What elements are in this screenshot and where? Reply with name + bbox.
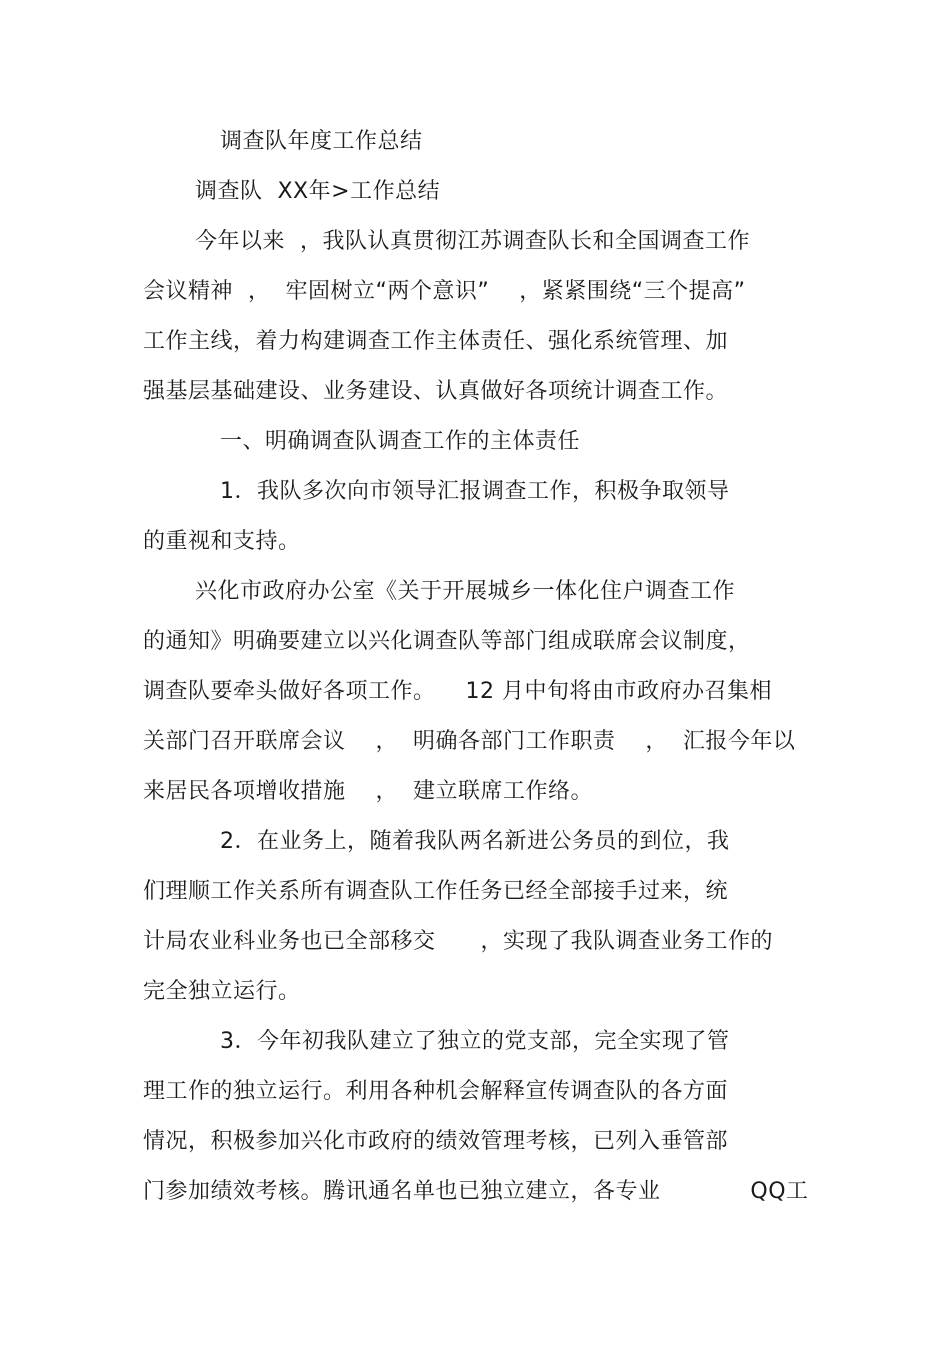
paragraph-line: 会议精神 ， 牢固树立“两个意识” ，紧紧围绕“三个提高” — [143, 279, 746, 304]
section-heading: 一、明确调查队调查工作的主体责任 — [220, 429, 581, 454]
paragraph-line: 3．今年初我队建立了独立的党支部，完全实现了管 — [220, 1029, 730, 1054]
paragraph-line: 强基层基础建设、业务建设、认真做好各项统计调查工作。 — [143, 379, 729, 404]
paragraph-line: 门参加绩效考核。腾讯通名单也已独立建立，各专业 QQ工 — [143, 1179, 809, 1204]
paragraph-line: 来居民各项增收措施 ， 建立联席工作络。 — [143, 779, 593, 804]
paragraph-line: 1．我队多次向市领导汇报调查工作，积极争取领导 — [220, 479, 730, 504]
paragraph-line: 的重视和支持。 — [143, 529, 301, 554]
document-subtitle: 调查队 XX年>工作总结 — [195, 179, 441, 204]
paragraph-line: 2．在业务上，随着我队两名新进公务员的到位，我 — [220, 829, 730, 854]
paragraph-line: 关部门召开联席会议 ， 明确各部门工作职责 ， 汇报今年以 — [143, 729, 796, 754]
paragraph-line: 理工作的独立运行。利用各种机会解释宣传调查队的各方面 — [143, 1079, 729, 1104]
document-title: 调查队年度工作总结 — [220, 129, 423, 154]
paragraph-line: 调查队要牵头做好各项工作。 12 月中旬将由市政府办召集相 — [143, 679, 772, 704]
paragraph-line: 情况，积极参加兴化市政府的绩效管理考核，已列入垂管部 — [143, 1129, 729, 1154]
paragraph-line: 今年以来 ，我队认真贯彻江苏调查队长和全国调查工作 — [195, 229, 750, 254]
paragraph-line: 完全独立运行。 — [143, 979, 301, 1004]
paragraph-line: 兴化市政府办公室《关于开展城乡一体化住户调查工作 — [195, 579, 736, 604]
paragraph-line: 计局农业科业务也已全部移交 ，实现了我队调查业务工作的 — [143, 929, 773, 954]
paragraph-line: 工作主线，着力构建调查工作主体责任、强化系统管理、加 — [143, 329, 729, 354]
paragraph-line: 的通知》明确要建立以兴化调查队等部门组成联席会议制度， — [143, 629, 751, 654]
paragraph-line: 们理顺工作关系所有调查队工作任务已经全部接手过来，统 — [143, 879, 729, 904]
